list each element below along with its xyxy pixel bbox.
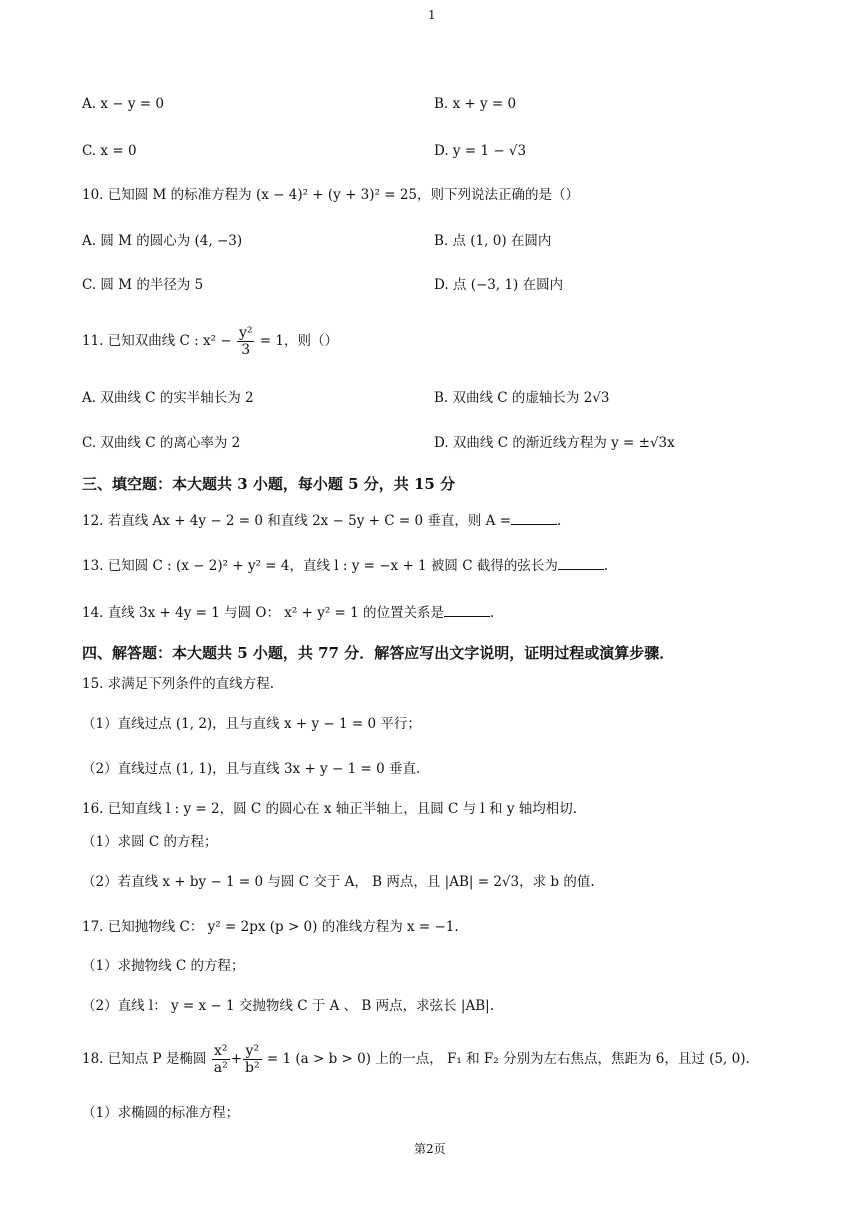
q18-fraction-y-num: y² [243, 1043, 262, 1060]
q18-fraction-y [243, 1043, 262, 1076]
q17-stem: 17. 已知抛物线 C： y² = 2px (p > 0) 的准线方程为 x = −1. [82, 919, 459, 935]
q11-stem-prefix: 11. 已知双曲线 C : x² − [82, 333, 232, 349]
q9-option-d: D. y = 1 − √3 [434, 143, 527, 159]
q9-option-c: C. x = 0 [82, 143, 137, 159]
q14-end: . [490, 605, 495, 621]
q14 [82, 604, 494, 622]
section-4-heading: 四、解答题：本大题共 5 小题，共 77 分．解答应写出文字说明，证明过程或演算步骤． [82, 644, 675, 662]
q18-plus: + [230, 1051, 243, 1067]
q18-fraction-y-den: b² [245, 1060, 260, 1076]
section-3-heading: 三、填空题：本大题共 3 小题，每小题 5 分，共 15 分 [82, 475, 456, 493]
q13-text: 13. 已知圆 C : (x − 2)² + y² = 4，直线 l : y = −x + 1 被圆 C 截得的弦长为 [82, 558, 558, 574]
q12-text: 12. 若直线 Ax + 4y − 2 = 0 和直线 2x − 5y + C = 0 垂直，则 A = [82, 513, 512, 529]
q11-fraction-den: 3 [241, 342, 251, 358]
q15-stem: 15. 求满足下列条件的直线方程. [82, 676, 275, 692]
q13-blank [558, 557, 604, 570]
q11-stem [82, 322, 338, 360]
q14-blank [444, 604, 490, 617]
q18-fraction-x-num: x² [212, 1043, 230, 1060]
q11-stem-suffix: = 1，则（） [259, 333, 338, 349]
q15-part-2: （2）直线过点 (1, 1)，且与直线 3x + y − 1 = 0 垂直. [82, 761, 421, 777]
q12 [82, 512, 561, 530]
q9-option-a: A. x − y = 0 [82, 96, 164, 112]
q16-stem: 16. 已知直线 l : y = 2，圆 C 的圆心在 x 轴正半轴上，且圆 C 与 l 和 y 轴均相切. [82, 801, 578, 817]
q11-fraction [237, 325, 255, 358]
q12-blank [511, 512, 557, 525]
q18-part-1: （1）求椭圆的标准方程； [82, 1105, 240, 1121]
q14-text: 14. 直线 3x + 4y = 1 与圆 O： x² + y² = 1 的位置关系是 [82, 605, 445, 621]
q12-end: . [557, 513, 562, 529]
page-number: 1 [428, 8, 436, 22]
q18-stem [82, 1040, 750, 1078]
q11-option-d: D. 双曲线 C 的渐近线方程为 y = ±√3x [434, 435, 675, 451]
q10-option-d: D. 点 (−3, 1) 在圆内 [434, 277, 564, 293]
q10-option-a: A. 圆 M 的圆心为 (4, −3) [82, 233, 243, 249]
q10-option-c: C. 圆 M 的半径为 5 [82, 277, 204, 293]
q13 [82, 557, 608, 575]
q18-prefix: 18. 已知点 P 是椭圆 [82, 1051, 207, 1067]
q9-option-b: B. x + y = 0 [434, 96, 517, 112]
page-footer: 第2页 [414, 1142, 446, 1156]
q17-part-2: （2）直线 l： y = x − 1 交抛物线 C 于 A 、 B 两点，求弦长 |AB|. [82, 998, 494, 1014]
q18-fraction-x-den: a² [213, 1060, 228, 1076]
q15-part-1: （1）直线过点 (1, 2)，且与直线 x + y − 1 = 0 平行； [82, 716, 421, 732]
q10-option-b: B. 点 (1, 0) 在圆内 [434, 233, 552, 249]
q10-stem: 10. 已知圆 M 的标准方程为 (x − 4)² + (y + 3)² = 25，则下列说法正确的是（） [82, 187, 580, 203]
q16-part-1: （1）求圆 C 的方程； [82, 834, 218, 850]
q13-end: . [603, 558, 609, 574]
q17-part-1: （1）求抛物线 C 的方程； [82, 958, 245, 974]
q11-option-a: A. 双曲线 C 的实半轴长为 2 [82, 390, 254, 406]
q11-option-b: B. 双曲线 C 的虚轴长为 2√3 [434, 390, 610, 406]
q18-suffix: = 1 (a > b > 0) 上的一点， F₁ 和 F₂ 分别为左右焦点，焦距为 6，且过 (5, 0). [266, 1051, 750, 1067]
q11-fraction-num: y² [238, 325, 253, 341]
q18-fraction-x [212, 1043, 230, 1076]
q11-option-c: C. 双曲线 C 的离心率为 2 [82, 435, 241, 451]
q16-part-2: （2）若直线 x + by − 1 = 0 与圆 C 交于 A， B 两点，且 |AB| = 2√3，求 b 的值. [82, 874, 595, 890]
